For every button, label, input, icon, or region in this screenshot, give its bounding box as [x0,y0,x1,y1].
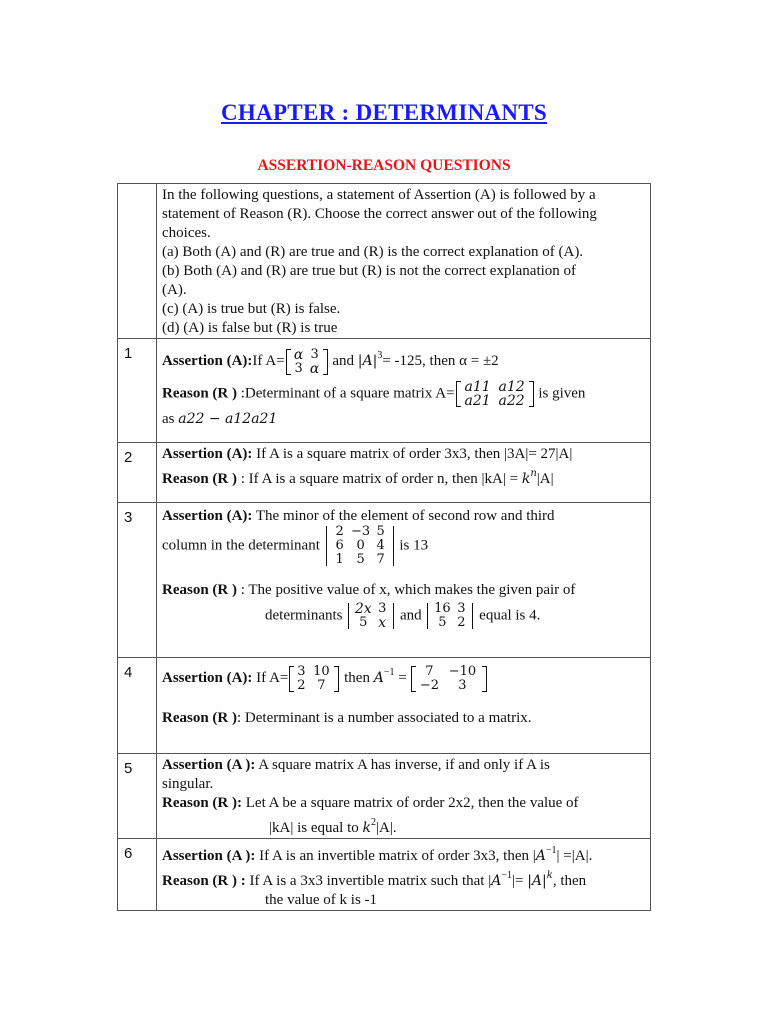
question-cell [157,754,651,839]
page-title: CHAPTER : DETERMINANTS [220,100,548,125]
assertion-line: Assertion (A ): If A is an invertible matrix of order 3x3, then $|A^{-1}| =|A|$. [162,845,593,864]
reason-line: Reason (R ): Let A be a square matrix of order 2x2, then the value of [162,795,579,811]
question-number: 1 [118,339,157,443]
option-b-line: (b) Both (A) and (R) are true but (R) is not the correct explanation of [162,263,577,279]
assertion-line: Assertion (A): The minor of the element of second row and third [162,508,555,524]
questions-table [117,183,651,911]
assertion-line: Assertion (A): If A= 3 10 2 7 then $A^{-1}$ = 7 −10 −2 3 [162,663,644,693]
assertion-line: Assertion (A): If A is a square matrix of order 3x3, then |3A|= 27|A| [162,446,573,462]
table-row-q5 [118,754,651,839]
option-b-line-cont: (A). [162,282,187,298]
instruction-line: In the following questions, a statement of Assertion (A) is followed by a [162,187,596,203]
table-row-q2 [118,443,651,503]
reason-line: Reason (R ) : If A is a 3x3 invertible matrix such that $|A^{-1}|= |A|^k$, then [162,870,587,889]
matrix-a: α 3 3 α [286,348,328,376]
question-number: 3 [118,503,157,658]
matrix-a-general: a11 a12 a21 a22 [456,380,534,408]
question-number: 4 [118,658,157,754]
instructions-cell [157,184,651,339]
determinant-3x3: 2 −3 5 6 0 4 1 5 7 [325,525,395,567]
option-d-line: (d) (A) is false but (R) is true [162,320,338,336]
reason-line-cont: the value of k is -1 [265,892,378,908]
matrix-a: 3 10 2 7 [289,665,339,693]
question-cell [157,658,651,754]
reason-line: Reason (R ) :Determinant of a square matrix A= a11 a12 a21 a22 is given [162,378,586,409]
assertion-line-cont: column in the determinant 2 −3 5 6 0 4 1 5 7 is 13 [162,524,429,567]
instruction-line: statement of Reason (R). Choose the correct answer out of the following [162,206,597,222]
section-subtitle: ASSERTION-REASON QUESTIONS [257,157,511,174]
question-number: 5 [118,754,157,839]
determinant-x: 2x 3 5 x [347,602,395,630]
reason-line: Reason (R ) : The positive value of x, which makes the given pair of [162,582,576,598]
question-cell [157,839,651,911]
option-a-line: (a) Both (A) and (R) are true and (R) is the correct explanation of (A). [162,244,584,260]
assertion-line-cont: singular. [162,776,214,792]
reason-line: Reason (R ) : If A is a square matrix of order n, then $|kA| = k^n|A|$ [162,468,554,487]
assertion-line: Assertion (A ): A square matrix A has inverse, if and only if A is [162,757,550,773]
question-cell [157,339,651,443]
reason-line-cont: determinants 2x 3 5 x and 16 3 5 2 equal is 4. [265,601,541,631]
option-c-line: (c) (A) is true but (R) is false. [162,301,341,317]
question-number: 2 [118,443,157,503]
reason-line-cont: as a22 − a12a21 [162,410,278,427]
question-cell [157,503,651,658]
table-row-q4 [118,658,651,754]
number-cell [118,184,157,339]
table-row-q1 [118,339,651,443]
matrix-a-inverse: 7 −10 −2 3 [411,665,487,693]
assertion-line: Assertion (A):If A= α 3 3 α and $|A|^3= -125$, then α = ±2 [162,346,499,377]
question-number: 6 [118,839,157,911]
determinant-numeric: 16 3 5 2 [426,602,474,630]
question-cell [157,443,651,503]
instruction-line: choices. [162,225,211,241]
table-row-intro [118,184,651,339]
table-row-q6 [118,839,651,911]
reason-line: Reason (R ): Determinant is a number associated to a matrix. [162,709,532,726]
table-row-q3 [118,503,651,658]
reason-line-cont: |kA| is equal to $k^2|A|$. [269,817,397,836]
